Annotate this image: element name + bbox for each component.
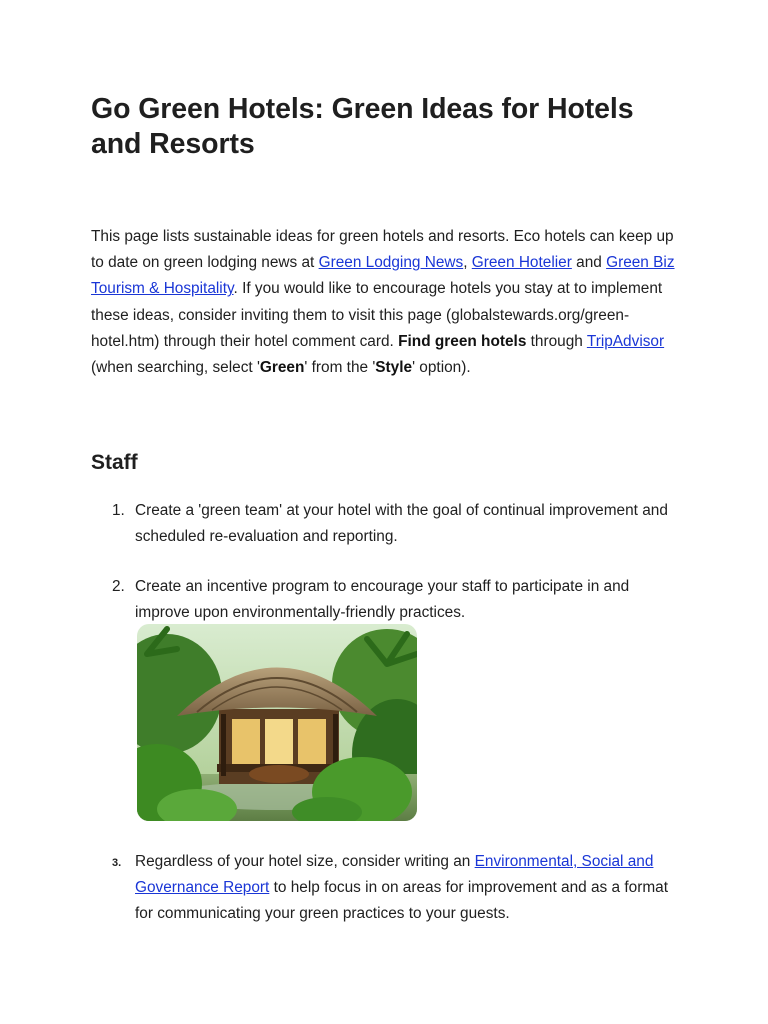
intro-text: This page lists sustainable ideas for green hotels and resorts. Eco hotels can keep up to date on green lodging news at	[91, 228, 674, 272]
list-item-text: Create an incentive program to encourage your staff to participate in and improve upon environmentally-friendly practices.	[135, 578, 630, 622]
intro-text: ,	[463, 254, 472, 272]
list-number: 2.	[112, 578, 125, 595]
green-lodging-news-link[interactable]: Green Lodging News	[318, 254, 464, 272]
green-biz-tourism-link[interactable]: Green Biz Tourism & Hospitality	[91, 254, 675, 298]
page-title: Go Green Hotels: Green Ideas for Hotels and Resorts	[91, 93, 634, 160]
esg-report-link[interactable]: Environmental, Social and Governance Report	[135, 853, 654, 897]
intro-text: through	[526, 332, 587, 350]
section-heading-staff: Staff	[91, 451, 138, 474]
intro-text: and	[571, 254, 607, 272]
intro-text: . If you would like to encourage hotels you stay at to implement these ideas, consider inviting them to visit this page (globalstewards.org/green-hotel.htm) through their hotel comment card.	[91, 280, 663, 350]
list-item-text-part: to help focus in on areas for improvement and as a format for communicating your green practices to your guests.	[135, 879, 668, 923]
intro-text: ' from the '	[304, 359, 376, 377]
list-number: 3.	[112, 857, 122, 869]
green-option-bold: Green	[259, 359, 305, 377]
tripadvisor-link[interactable]: TripAdvisor	[586, 332, 665, 350]
intro-text: (when searching, select '	[91, 359, 260, 377]
list-number: 1.	[112, 502, 125, 519]
list-item-text-part: Regardless of your hotel size, consider writing an	[135, 853, 475, 870]
intro-text: ' option).	[412, 359, 471, 377]
resort-villa-photo	[137, 624, 417, 821]
list-item-text: Create a 'green team' at your hotel with the goal of continual improvement and scheduled re-evaluation and reporting.	[135, 502, 668, 546]
green-hotelier-link[interactable]: Green Hotelier	[471, 254, 572, 272]
intro-paragraph	[91, 224, 681, 381]
list-item-text	[135, 849, 681, 928]
style-option-bold: Style	[375, 359, 413, 377]
find-green-hotels-bold: Find green hotels	[398, 332, 527, 350]
resort-villa-illustration	[137, 624, 417, 821]
